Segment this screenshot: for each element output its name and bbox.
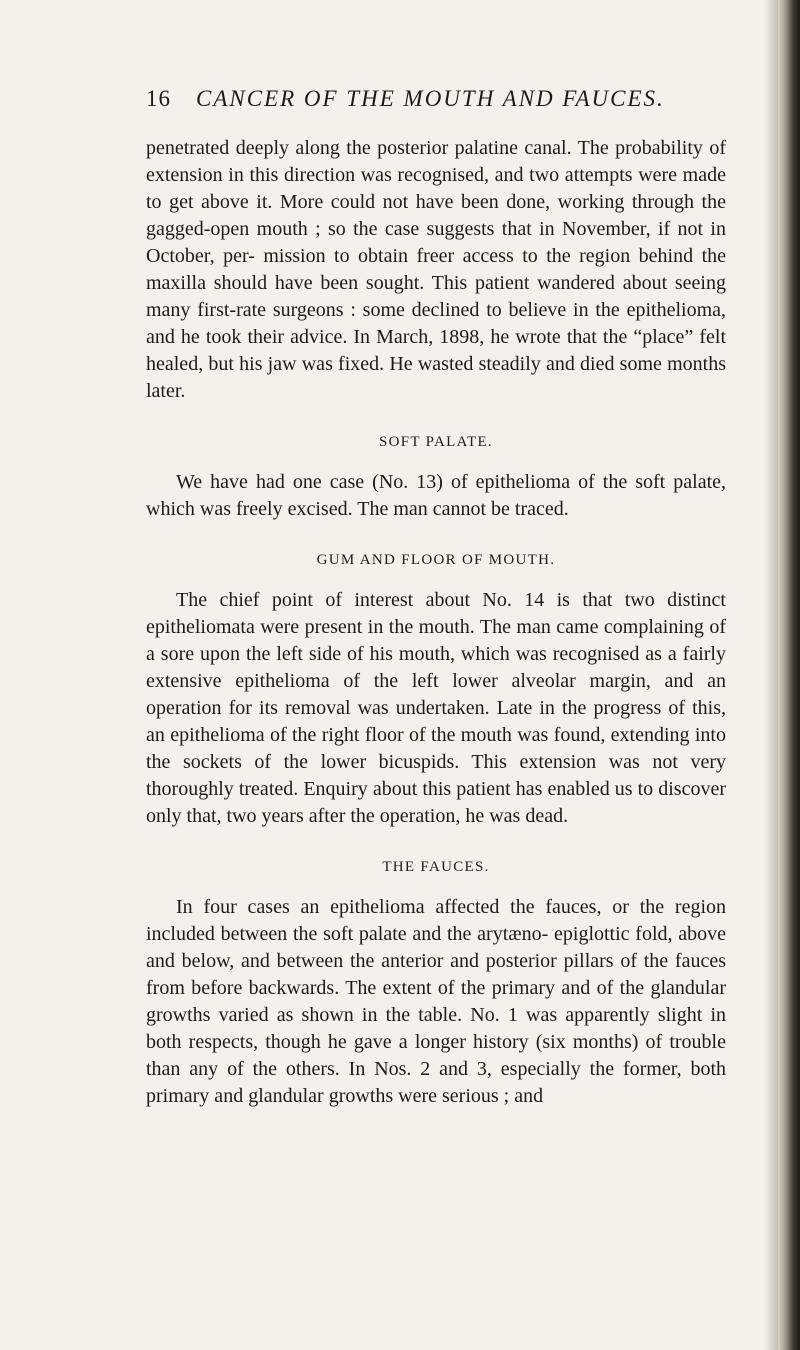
paragraph-soft-palate: We have had one case (No. 13) of epithelioma of the soft palate, which was freely excised. The man cannot be traced. — [146, 471, 726, 520]
page-number: 16 — [146, 86, 171, 111]
page-edge-shadow — [764, 0, 778, 1350]
paragraph-continuation: penetrated deeply along the posterior palatine canal. The probability of extension in this direction was recognised, and two attempts were made to get above it. More could not have been done, working through the gagged-open mouth ; so the case suggests that in November, if not in October, per- mission to obtain freer access to the region behind the maxilla should have been sought. This patient wandered about seeing many first-rate surgeons : some declined to believe in the epithelioma, and he took their advice. In March, 1898, he wrote that the “place” felt healed, but his jaw was fixed. He wasted steadily and died some months later. — [146, 137, 726, 402]
section-heading-soft-palate: SOFT PALATE. — [379, 434, 493, 450]
section-heading-gum-floor: GUM AND FLOOR OF MOUTH. — [316, 552, 556, 568]
body-text — [146, 135, 726, 1110]
paragraph-fauces: In four cases an epithelioma affected the fauces, or the region included between the soft palate and the arytæno- epiglottic fold, above and below, and between the anterior and posterior pillars of the fauces from before backwards. The extent of the primary and of the glandular growths varied as shown in the table. No. 1 was apparently slight in both respects, though he gave a longer history (six months) of trouble than any of the others. In Nos. 2 and 3, especially the former, both primary and glandular growths were serious ; and — [146, 896, 726, 1107]
page-edge-binding — [778, 0, 800, 1350]
running-title: CANCER OF THE MOUTH AND FAUCES. — [196, 86, 665, 111]
page-header — [146, 86, 706, 120]
section-heading-fauces: THE FAUCES. — [382, 859, 490, 875]
paragraph-gum-floor: The chief point of interest about No. 14 is that two distinct epitheliomata were present in the mouth. The man came complaining of a sore upon the left side of his mouth, which was recognised as a fairly extensive epithelioma of the left lower alveolar margin, and an operation for its removal was undertaken. Late in the progress of this, an epithelioma of the right floor of the mouth was found, extending into the sockets of the lower bicuspids. This extension was not very thoroughly treated. Enquiry about this patient has enabled us to discover only that, two years after the operation, he was dead. — [146, 589, 726, 827]
